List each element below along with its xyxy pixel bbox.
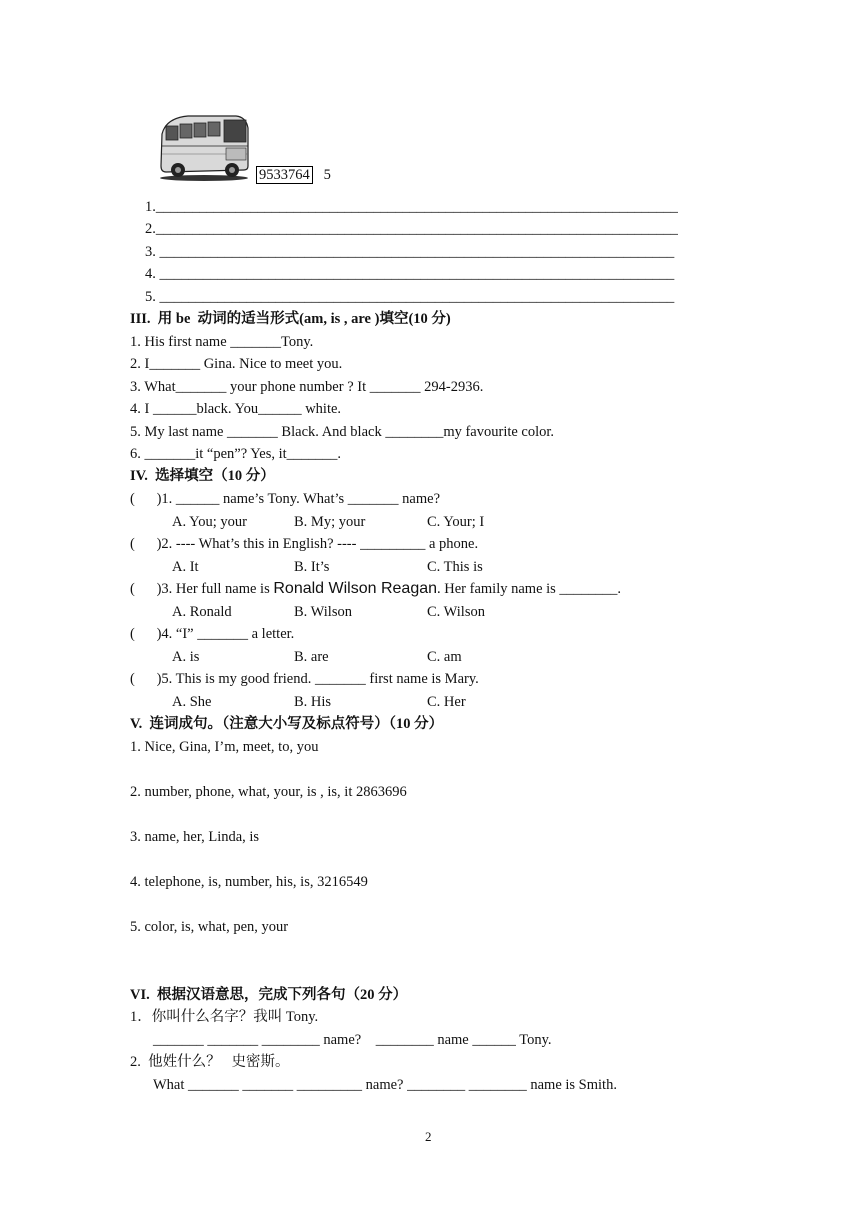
option-b: B. My; your: [294, 514, 366, 530]
answer-line: 2.________________________________________________________________________: [145, 221, 678, 237]
answer-line: 4. _______________________________________________________________________: [145, 266, 675, 282]
section-4-title: IV. 选择填空（10 分）: [130, 468, 275, 484]
question-3: [130, 580, 621, 598]
section-6-answer-1: _______ _______ ________ name? ________ name ______ Tony.: [153, 1032, 552, 1048]
option-b: B. It’s: [294, 559, 330, 575]
question-5: ( )5. This is my good friend. _______ first name is Mary.: [130, 671, 479, 687]
section-6-answer-2: What _______ _______ _________ name? ________ ________ name is Smith.: [153, 1077, 617, 1093]
option-b: B. are: [294, 649, 329, 665]
question-3-pre: ( )3. Her full name is: [130, 581, 274, 597]
page-number: 2: [425, 1129, 432, 1144]
section-3-item: 1. His first name _______Tony.: [130, 334, 314, 350]
section-6-question-1: 1．你叫什么名字？我叫 Tony.: [130, 1009, 319, 1025]
answer-line: 3. _______________________________________________________________________: [145, 244, 675, 260]
section-5-item: 5. color, is, what, pen, your: [130, 919, 289, 935]
option-a: A. She: [172, 694, 212, 710]
bus-image: [158, 112, 250, 182]
answer-line: 1.________________________________________________________________________: [145, 199, 678, 215]
option-c: C. Wilson: [427, 604, 485, 620]
section-5-item: 3. name, her, Linda, is: [130, 829, 260, 845]
option-b: B. His: [294, 694, 332, 710]
section-6-question-2: 2. 他姓什么？ 史密斯。: [130, 1054, 290, 1070]
section-3-item: 4. I ______black. You______ white.: [130, 401, 342, 417]
option-a: A. is: [172, 649, 200, 665]
full-name: Ronald Wilson Reagan: [273, 580, 438, 597]
answer-line: 5. _______________________________________________________________________: [145, 289, 675, 305]
section-5-item: 4. telephone, is, number, his, is, 3216549: [130, 874, 368, 890]
option-a: A. It: [172, 559, 199, 575]
section-3-item: 2. I_______ Gina. Nice to meet you.: [130, 356, 343, 372]
section-5-item: 1. Nice, Gina, I’m, meet, to, you: [130, 739, 319, 755]
option-b: B. Wilson: [294, 604, 352, 620]
option-c: C. am: [427, 649, 462, 665]
section-3-item: 5. My last name _______ Black. And black ________my favourite color.: [130, 424, 555, 440]
figure-caption: [256, 166, 331, 184]
phone-number-box: 9533764: [256, 166, 313, 184]
option-c: C. This is: [427, 559, 483, 575]
option-c: C. Your; I: [427, 514, 485, 530]
question-4: ( )4. “I” _______ a letter.: [130, 626, 295, 642]
question-1: ( )1. ______ name’s Tony. What’s _______ name?: [130, 491, 441, 507]
section-3-item: 6. _______it “pen”? Yes, it_______.: [130, 446, 342, 462]
section-3-title: III. 用 be 动词的适当形式(am, is , are )填空(10 分): [130, 311, 451, 327]
option-a: A. You; your: [172, 514, 247, 530]
section-6-title: VI. 根据汉语意思，完成下列各句（20 分）: [130, 987, 408, 1003]
question-2: ( )2. ---- What’s this in English? ---- _________ a phone.: [130, 536, 479, 552]
question-3-post: . Her family name is ________.: [437, 581, 622, 597]
section-5-title: V. 连词成句。（注意大小写及标点符号）（10 分）: [130, 716, 444, 732]
section-5-item: 2. number, phone, what, your, is , is, it 2863696: [130, 784, 407, 800]
figure-count: 5: [323, 167, 331, 183]
option-c: C. Her: [427, 694, 466, 710]
section-3-item: 3. What_______ your phone number ? It _______ 294-2936.: [130, 379, 484, 395]
option-a: A. Ronald: [172, 604, 232, 620]
